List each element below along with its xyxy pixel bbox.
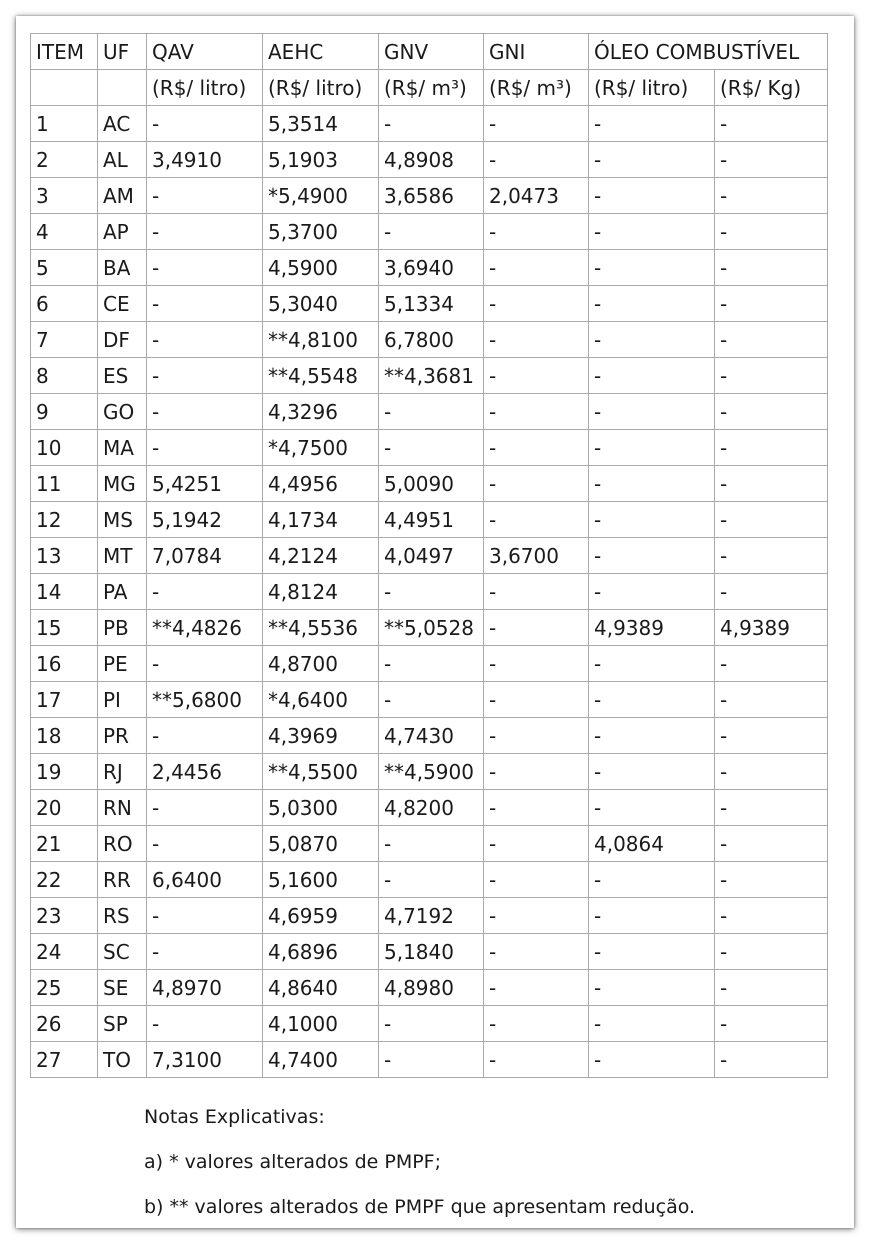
table-row [31, 790, 828, 826]
cell-item: 15 [31, 610, 98, 646]
cell-qav: 5,1942 [147, 502, 263, 538]
cell-oleo-litro: - [589, 394, 715, 430]
table-row [31, 142, 828, 178]
cell-item: 8 [31, 358, 98, 394]
cell-oleo-kg: - [715, 430, 828, 466]
cell-gni: - [484, 682, 589, 718]
cell-aehc: 5,3040 [263, 286, 379, 322]
cell-aehc: 4,5900 [263, 250, 379, 286]
cell-oleo-litro: - [589, 1042, 715, 1078]
cell-qav: - [147, 1006, 263, 1042]
table-row [31, 574, 828, 610]
cell-oleo-litro: - [589, 790, 715, 826]
cell-oleo-litro: - [589, 142, 715, 178]
cell-oleo-kg: - [715, 574, 828, 610]
cell-qav: 7,3100 [147, 1042, 263, 1078]
header-row-1 [31, 34, 828, 70]
cell-gni: - [484, 610, 589, 646]
cell-qav: 7,0784 [147, 538, 263, 574]
cell-oleo-litro: - [589, 322, 715, 358]
cell-qav: - [147, 394, 263, 430]
cell-oleo-kg: - [715, 790, 828, 826]
cell-qav: 4,8970 [147, 970, 263, 1006]
cell-uf: AC [98, 106, 147, 142]
cell-gnv: - [379, 1006, 484, 1042]
cell-aehc: 4,4956 [263, 466, 379, 502]
cell-oleo-kg: - [715, 826, 828, 862]
cell-gnv: 4,8980 [379, 970, 484, 1006]
cell-qav: - [147, 826, 263, 862]
cell-gni: - [484, 430, 589, 466]
cell-oleo-litro: - [589, 430, 715, 466]
unit-gni: (R$/ m³) [484, 70, 589, 106]
cell-gnv: 6,7800 [379, 322, 484, 358]
cell-gnv: - [379, 430, 484, 466]
cell-gni: - [484, 826, 589, 862]
cell-gni: - [484, 106, 589, 142]
cell-item: 12 [31, 502, 98, 538]
table-row [31, 646, 828, 682]
cell-gni: 2,0473 [484, 178, 589, 214]
cell-aehc: 4,3296 [263, 394, 379, 430]
cell-uf: GO [98, 394, 147, 430]
cell-aehc: 4,6959 [263, 898, 379, 934]
table-row [31, 538, 828, 574]
cell-gni: - [484, 970, 589, 1006]
cell-gnv: - [379, 862, 484, 898]
cell-item: 2 [31, 142, 98, 178]
table-row [31, 826, 828, 862]
cell-qav: - [147, 214, 263, 250]
table-row [31, 286, 828, 322]
cell-aehc: 5,1600 [263, 862, 379, 898]
cell-item: 10 [31, 430, 98, 466]
cell-oleo-kg: - [715, 754, 828, 790]
cell-aehc: 5,0870 [263, 826, 379, 862]
table-row [31, 322, 828, 358]
cell-gnv: - [379, 574, 484, 610]
cell-oleo-litro: - [589, 646, 715, 682]
table-row [31, 898, 828, 934]
table-row [31, 106, 828, 142]
table-row [31, 682, 828, 718]
table-row [31, 214, 828, 250]
unit-uf [98, 70, 147, 106]
cell-uf: SE [98, 970, 147, 1006]
cell-uf: DF [98, 322, 147, 358]
cell-gnv: - [379, 1042, 484, 1078]
cell-aehc: 4,7400 [263, 1042, 379, 1078]
cell-item: 9 [31, 394, 98, 430]
cell-oleo-kg: - [715, 214, 828, 250]
cell-aehc: 4,1734 [263, 502, 379, 538]
table-row [31, 1042, 828, 1078]
cell-gni: - [484, 502, 589, 538]
cell-gni: - [484, 934, 589, 970]
unit-oleo-kg: (R$/ Kg) [715, 70, 828, 106]
cell-uf: MT [98, 538, 147, 574]
cell-uf: MA [98, 430, 147, 466]
cell-aehc: **4,8100 [263, 322, 379, 358]
cell-qav: 2,4456 [147, 754, 263, 790]
table-row [31, 178, 828, 214]
cell-aehc: 4,8700 [263, 646, 379, 682]
cell-aehc: 4,2124 [263, 538, 379, 574]
cell-gnv: **4,5900 [379, 754, 484, 790]
notes-title: Notas Explicativas: [144, 1106, 325, 1128]
cell-qav: - [147, 322, 263, 358]
cell-item: 25 [31, 970, 98, 1006]
cell-aehc: 4,1000 [263, 1006, 379, 1042]
cell-oleo-litro: - [589, 178, 715, 214]
cell-oleo-litro: - [589, 898, 715, 934]
cell-gnv: 4,4951 [379, 502, 484, 538]
table-row [31, 718, 828, 754]
cell-oleo-litro: - [589, 862, 715, 898]
header-aehc: AEHC [263, 34, 379, 70]
cell-uf: AP [98, 214, 147, 250]
cell-uf: RN [98, 790, 147, 826]
cell-gni: - [484, 214, 589, 250]
cell-aehc: **4,5536 [263, 610, 379, 646]
cell-oleo-kg: - [715, 970, 828, 1006]
cell-oleo-litro: - [589, 934, 715, 970]
cell-oleo-kg: - [715, 934, 828, 970]
header-qav: QAV [147, 34, 263, 70]
cell-item: 21 [31, 826, 98, 862]
header-item: ITEM [31, 34, 98, 70]
cell-oleo-litro: - [589, 682, 715, 718]
table-row [31, 394, 828, 430]
cell-item: 14 [31, 574, 98, 610]
cell-qav: **4,4826 [147, 610, 263, 646]
cell-gni: - [484, 358, 589, 394]
unit-item [31, 70, 98, 106]
cell-item: 23 [31, 898, 98, 934]
cell-uf: BA [98, 250, 147, 286]
cell-item: 18 [31, 718, 98, 754]
unit-qav: (R$/ litro) [147, 70, 263, 106]
cell-oleo-litro: 4,0864 [589, 826, 715, 862]
cell-oleo-litro: - [589, 250, 715, 286]
cell-qav: - [147, 250, 263, 286]
cell-item: 16 [31, 646, 98, 682]
cell-qav: - [147, 898, 263, 934]
cell-gni: - [484, 322, 589, 358]
table-row [31, 754, 828, 790]
cell-oleo-kg: - [715, 718, 828, 754]
table-row [31, 430, 828, 466]
cell-uf: RR [98, 862, 147, 898]
cell-item: 7 [31, 322, 98, 358]
cell-gnv: 5,1334 [379, 286, 484, 322]
cell-qav: - [147, 286, 263, 322]
cell-oleo-litro: - [589, 718, 715, 754]
table-row [31, 502, 828, 538]
cell-uf: SC [98, 934, 147, 970]
header-uf: UF [98, 34, 147, 70]
cell-oleo-kg: - [715, 358, 828, 394]
cell-gnv: 4,7192 [379, 898, 484, 934]
cell-aehc: **4,5500 [263, 754, 379, 790]
cell-oleo-kg: - [715, 466, 828, 502]
cell-oleo-kg: - [715, 250, 828, 286]
cell-gni: 3,6700 [484, 538, 589, 574]
cell-aehc: *4,7500 [263, 430, 379, 466]
cell-oleo-kg: - [715, 322, 828, 358]
table-row [31, 970, 828, 1006]
cell-item: 17 [31, 682, 98, 718]
cell-item: 13 [31, 538, 98, 574]
cell-oleo-kg: 4,9389 [715, 610, 828, 646]
cell-item: 19 [31, 754, 98, 790]
cell-qav: - [147, 178, 263, 214]
cell-uf: MS [98, 502, 147, 538]
cell-gni: - [484, 466, 589, 502]
cell-item: 11 [31, 466, 98, 502]
cell-oleo-kg: - [715, 1042, 828, 1078]
cell-item: 20 [31, 790, 98, 826]
cell-uf: AL [98, 142, 147, 178]
cell-gni: - [484, 250, 589, 286]
cell-uf: PE [98, 646, 147, 682]
document-page [16, 16, 854, 1228]
cell-oleo-litro: - [589, 358, 715, 394]
explanatory-notes [144, 1106, 695, 1241]
cell-oleo-litro: - [589, 1006, 715, 1042]
cell-oleo-kg: - [715, 538, 828, 574]
cell-gnv: 3,6586 [379, 178, 484, 214]
cell-qav: - [147, 574, 263, 610]
cell-item: 4 [31, 214, 98, 250]
cell-aehc: **4,5548 [263, 358, 379, 394]
cell-uf: RO [98, 826, 147, 862]
cell-gnv: - [379, 646, 484, 682]
cell-oleo-litro: - [589, 286, 715, 322]
cell-gni: - [484, 1006, 589, 1042]
cell-qav: 6,6400 [147, 862, 263, 898]
cell-gni: - [484, 790, 589, 826]
cell-gnv: - [379, 394, 484, 430]
cell-qav: - [147, 358, 263, 394]
cell-qav: 5,4251 [147, 466, 263, 502]
cell-uf: TO [98, 1042, 147, 1078]
cell-oleo-litro: - [589, 106, 715, 142]
cell-qav: - [147, 646, 263, 682]
cell-qav: - [147, 718, 263, 754]
cell-gnv: 4,0497 [379, 538, 484, 574]
cell-item: 6 [31, 286, 98, 322]
cell-uf: RJ [98, 754, 147, 790]
cell-item: 22 [31, 862, 98, 898]
table-row [31, 358, 828, 394]
cell-oleo-litro: - [589, 214, 715, 250]
cell-qav: - [147, 430, 263, 466]
cell-oleo-kg: - [715, 178, 828, 214]
cell-uf: MG [98, 466, 147, 502]
cell-gnv: **4,3681 [379, 358, 484, 394]
cell-aehc: 4,6896 [263, 934, 379, 970]
cell-oleo-kg: - [715, 1006, 828, 1042]
cell-oleo-litro: - [589, 970, 715, 1006]
cell-uf: AM [98, 178, 147, 214]
cell-aehc: *4,6400 [263, 682, 379, 718]
cell-gnv: 3,6940 [379, 250, 484, 286]
cell-uf: SP [98, 1006, 147, 1042]
cell-gnv: 5,0090 [379, 466, 484, 502]
cell-gni: - [484, 862, 589, 898]
cell-oleo-kg: - [715, 394, 828, 430]
cell-item: 1 [31, 106, 98, 142]
cell-oleo-kg: - [715, 682, 828, 718]
table-row [31, 862, 828, 898]
cell-uf: ES [98, 358, 147, 394]
cell-gni: - [484, 646, 589, 682]
table-row [31, 250, 828, 286]
cell-oleo-litro: - [589, 538, 715, 574]
cell-oleo-kg: - [715, 142, 828, 178]
cell-gnv: 5,1840 [379, 934, 484, 970]
cell-uf: PB [98, 610, 147, 646]
header-gni: GNI [484, 34, 589, 70]
cell-aehc: 5,1903 [263, 142, 379, 178]
cell-gnv: 4,8200 [379, 790, 484, 826]
cell-aehc: 4,3969 [263, 718, 379, 754]
cell-qav: - [147, 106, 263, 142]
unit-oleo-litro: (R$/ litro) [589, 70, 715, 106]
cell-gni: - [484, 718, 589, 754]
cell-gnv: 4,8908 [379, 142, 484, 178]
cell-gnv: - [379, 826, 484, 862]
cell-qav: 3,4910 [147, 142, 263, 178]
cell-qav: - [147, 790, 263, 826]
cell-uf: CE [98, 286, 147, 322]
cell-uf: PR [98, 718, 147, 754]
cell-aehc: 5,3514 [263, 106, 379, 142]
cell-qav: **5,6800 [147, 682, 263, 718]
cell-aehc: 4,8124 [263, 574, 379, 610]
cell-gni: - [484, 898, 589, 934]
cell-gni: - [484, 286, 589, 322]
cell-aehc: *5,4900 [263, 178, 379, 214]
cell-oleo-kg: - [715, 862, 828, 898]
cell-uf: RS [98, 898, 147, 934]
cell-gnv: - [379, 682, 484, 718]
note-b: b) ** valores alterados de PMPF que apresentam redução. [144, 1196, 696, 1218]
cell-aehc: 5,0300 [263, 790, 379, 826]
cell-oleo-kg: - [715, 502, 828, 538]
cell-oleo-litro: - [589, 502, 715, 538]
cell-item: 5 [31, 250, 98, 286]
cell-uf: PI [98, 682, 147, 718]
unit-aehc: (R$/ litro) [263, 70, 379, 106]
cell-gnv: 4,7430 [379, 718, 484, 754]
table-row [31, 466, 828, 502]
table-row [31, 1006, 828, 1042]
cell-gni: - [484, 754, 589, 790]
cell-qav: - [147, 934, 263, 970]
cell-aehc: 5,3700 [263, 214, 379, 250]
cell-oleo-litro: - [589, 754, 715, 790]
header-gnv: GNV [379, 34, 484, 70]
cell-gni: - [484, 1042, 589, 1078]
table-row [31, 934, 828, 970]
cell-item: 26 [31, 1006, 98, 1042]
pmpf-table [30, 33, 828, 1078]
cell-item: 24 [31, 934, 98, 970]
header-row-2 [31, 70, 828, 106]
cell-oleo-kg: - [715, 106, 828, 142]
table-body [31, 34, 828, 1078]
cell-gni: - [484, 394, 589, 430]
cell-item: 27 [31, 1042, 98, 1078]
cell-oleo-kg: - [715, 646, 828, 682]
cell-oleo-litro: - [589, 574, 715, 610]
cell-item: 3 [31, 178, 98, 214]
unit-gnv: (R$/ m³) [379, 70, 484, 106]
cell-gni: - [484, 574, 589, 610]
cell-oleo-litro: 4,9389 [589, 610, 715, 646]
cell-oleo-litro: - [589, 466, 715, 502]
cell-uf: PA [98, 574, 147, 610]
cell-oleo-kg: - [715, 898, 828, 934]
header-oleo-combustivel: ÓLEO COMBUSTÍVEL [589, 34, 828, 70]
note-a: a) * valores alterados de PMPF; [144, 1151, 442, 1173]
cell-gnv: - [379, 214, 484, 250]
cell-aehc: 4,8640 [263, 970, 379, 1006]
cell-gni: - [484, 142, 589, 178]
cell-gnv: - [379, 106, 484, 142]
cell-gnv: **5,0528 [379, 610, 484, 646]
cell-oleo-kg: - [715, 286, 828, 322]
table-row [31, 610, 828, 646]
